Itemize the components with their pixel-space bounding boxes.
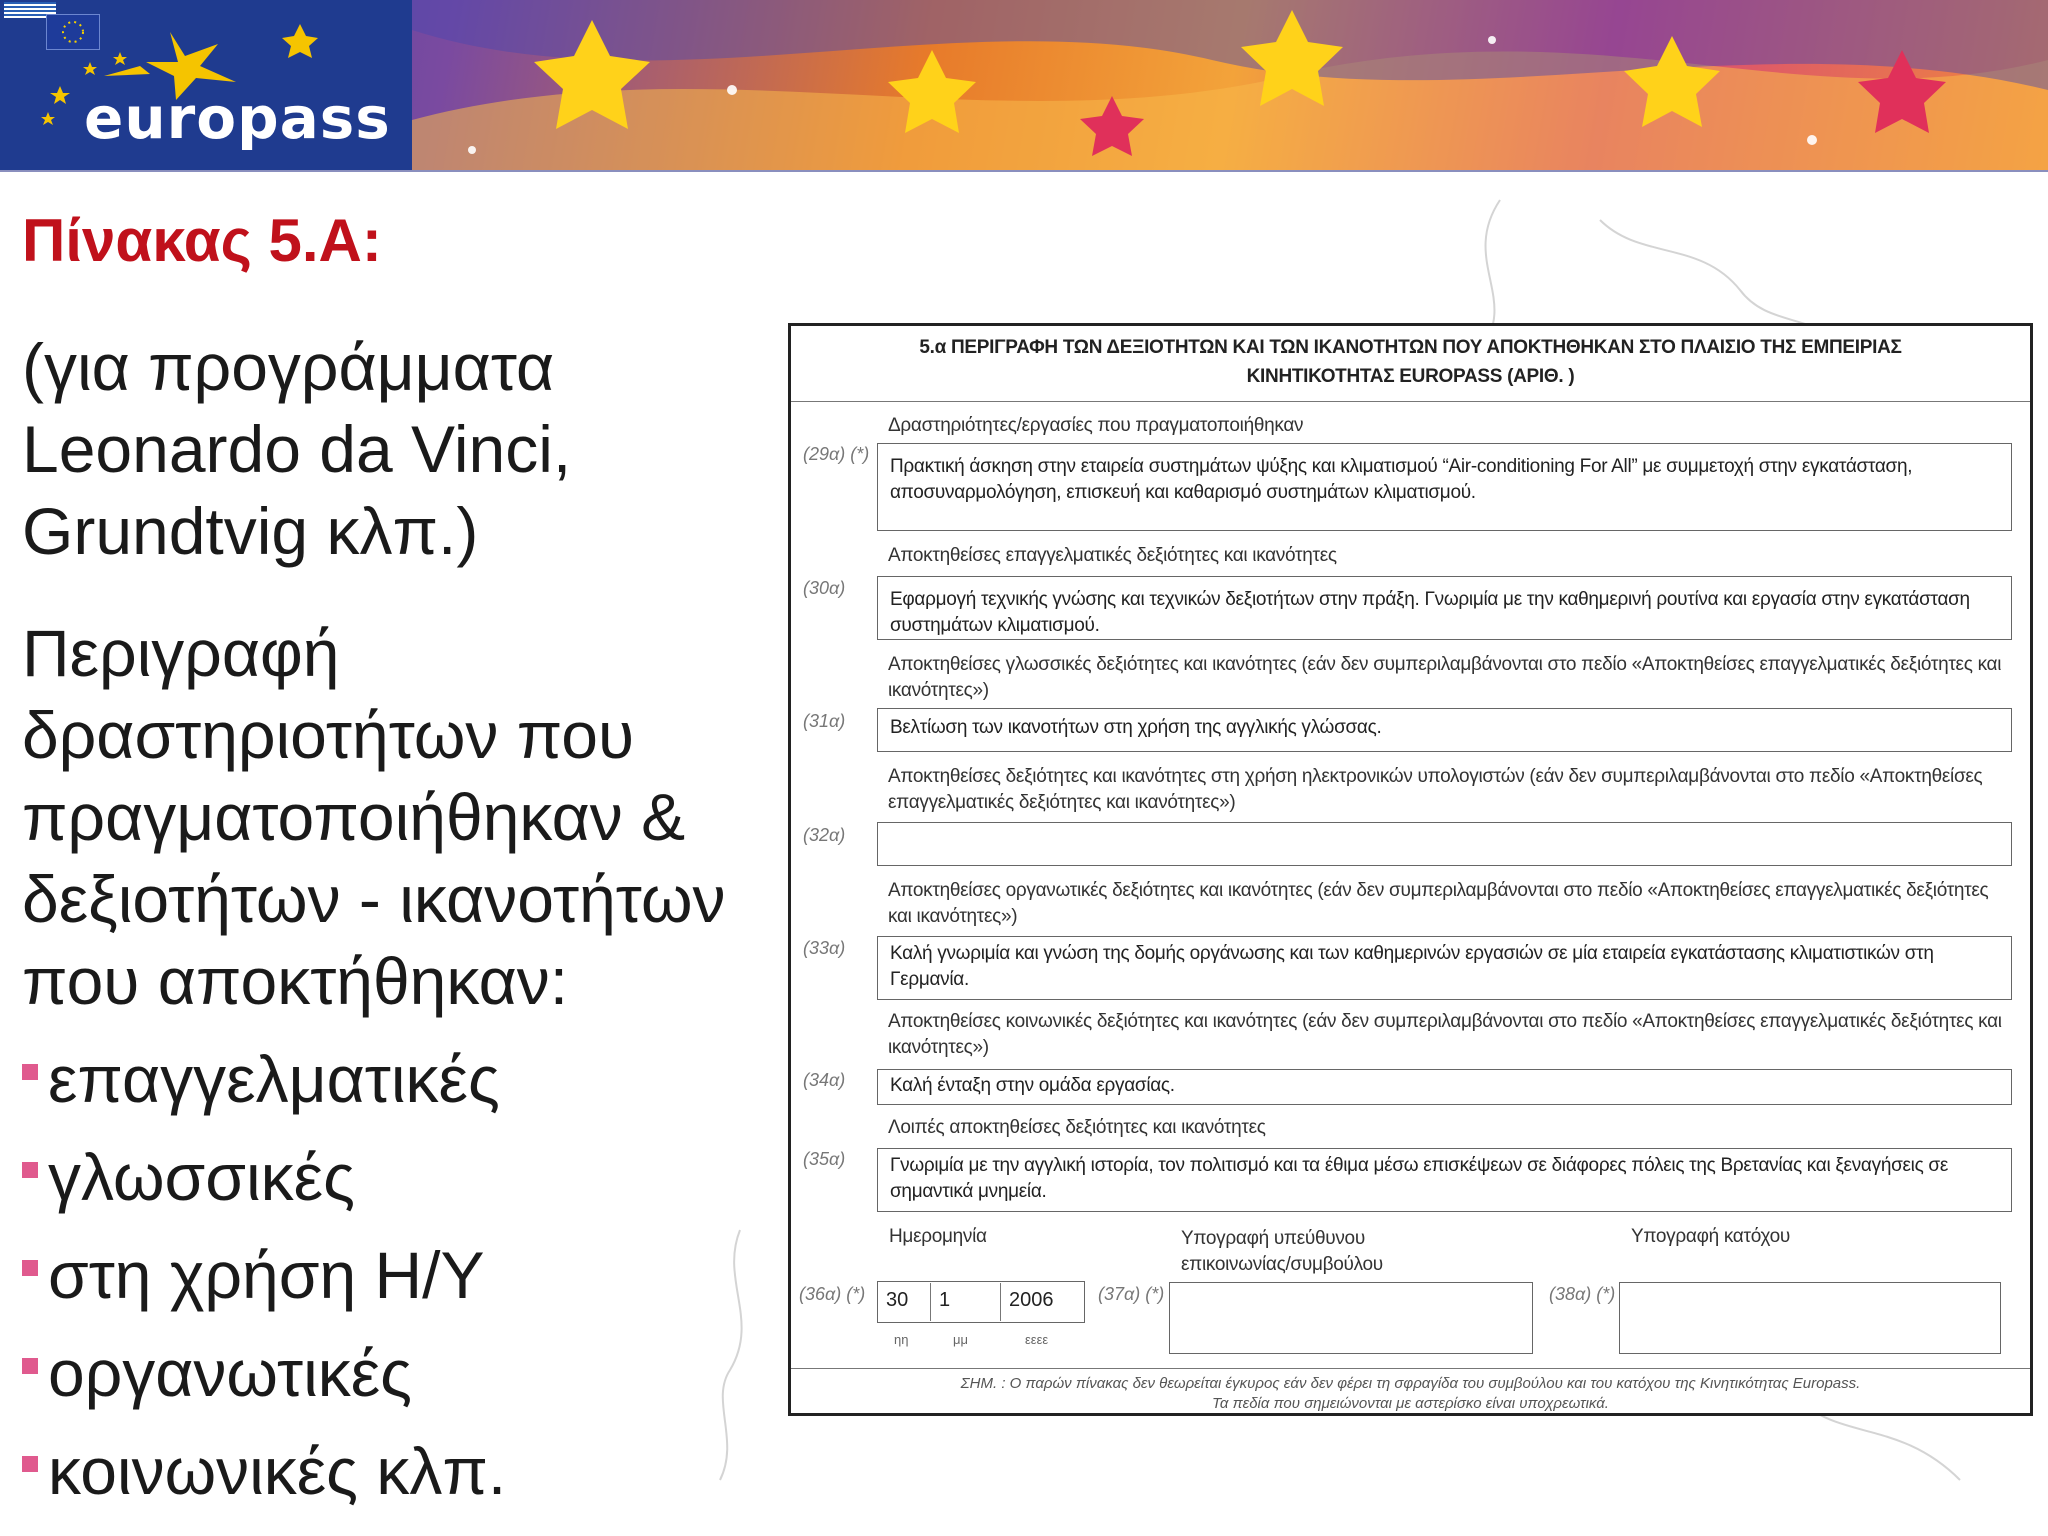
date-day-input[interactable]: 30 — [886, 1289, 909, 1311]
square-bullet-icon — [22, 1358, 38, 1374]
banner-divider — [0, 170, 2048, 172]
field-37-number: (37α) (*) — [1098, 1284, 1165, 1304]
banner-illustration — [412, 0, 2048, 172]
field-34-number: (34α) — [803, 1070, 846, 1090]
skill-label: στη χρήση Η/Υ — [48, 1238, 485, 1312]
other-skills-field[interactable]: Γνωριμία με την αγγλική ιστορία, τον πολιτισμό και τα έθιμα μέσω επισκέψεων σε διάφορες πόλεις της Βρετανίας και ξεναγήσεις σε σημαντικά μνημεία. — [877, 1148, 2012, 1212]
month-unit-label: μμ — [953, 1332, 968, 1347]
field-34-label: Αποκτηθείσες κοινωνικές δεξιότητες και ικανότητες (εάν δεν συμπεριλαμβάνονται στο πεδίο «Αποκτηθείσες επαγγελματικές δεξιότητες και ικανότητες») — [888, 1011, 2002, 1058]
field-36-number: (36α) (*) — [799, 1284, 866, 1304]
field-38-number: (38α) (*) — [1549, 1284, 1616, 1304]
field-31-number: (31α) — [803, 711, 846, 731]
square-bullet-icon — [22, 1064, 38, 1080]
day-unit-label: ηη — [894, 1332, 909, 1347]
slide-subtitle: (για προγράμματα Leonardo da Vinci, Grundtvig κλπ.) — [22, 330, 572, 568]
skill-item — [22, 1332, 506, 1430]
field-31-label: Αποκτηθείσες γλωσσικές δεξιότητες και ικανότητες (εάν δεν συμπεριλαμβάνονται στο πεδίο «Αποκτηθείσες επαγγελματικές δεξιότητες και ικανότητες») — [888, 654, 2002, 701]
holder-signature-field[interactable] — [1619, 1282, 2001, 1354]
skill-label: οργανωτικές — [48, 1336, 412, 1410]
form-footer-note — [791, 1368, 2030, 1414]
square-bullet-icon — [22, 1162, 38, 1178]
skill-label: γλωσσικές — [48, 1140, 355, 1214]
europass-logo — [0, 0, 412, 172]
field-32-number: (32α) — [803, 825, 846, 845]
social-skills-field[interactable]: Καλή ένταξη στην ομάδα εργασίας. — [877, 1069, 2012, 1105]
field-30-label: Αποκτηθείσες επαγγελματικές δεξιότητες και ικανότητες — [888, 545, 1337, 566]
field-35-label: Λοιπές αποκτηθείσες δεξιότητες και ικανότητες — [888, 1117, 1266, 1138]
field-33-number: (33α) — [803, 938, 846, 958]
skill-item — [22, 1234, 506, 1332]
slide-title: Πίνακας 5.Α: — [22, 207, 382, 274]
year-unit-label: εεεε — [1025, 1332, 1049, 1347]
field-29-number: (29α) (*) — [803, 444, 870, 464]
skill-item — [22, 1430, 506, 1528]
sig-holder-label: Υπογραφή κατόχου — [1631, 1226, 1790, 1247]
mentor-signature-field[interactable] — [1169, 1282, 1533, 1354]
europass-banner — [0, 0, 2048, 172]
square-bullet-icon — [22, 1260, 38, 1276]
slide-description: Περιγραφή δραστηριοτήτων που πραγματοποιήθηκαν & δεξιοτήτων - ικανοτήτων που αποκτήθηκαν: — [22, 616, 726, 1018]
form-header — [791, 326, 2030, 402]
field-29-label: Δραστηριότητες/εργασίες που πραγματοποιήθηκαν — [888, 415, 1304, 436]
skill-label: επαγγελματικές — [48, 1042, 500, 1116]
activities-field[interactable]: Πρακτική άσκηση στην εταιρεία συστημάτων ψύξης και κλιματισμού “Air-conditioning For All” με συμμετοχή στην εγκατάσταση, αποσυναρμολόγηση, επισκευή και καθαρισμό συστημάτων κλιματισμού. — [877, 443, 2012, 531]
form-header-line2: ΚΙΝΗΤΙΚΟΤΗΤΑΣ EUROPASS (ΑΡΙΘ. ) — [1246, 366, 1575, 387]
organizational-skills-field[interactable]: Καλή γνωριμία και γνώση της δομής οργάνωσης και των καθημερινών εργασιών σε μία εταιρεία εγκατάστασης κλιματιστικών στη Γερμανία. — [877, 936, 2012, 1000]
field-30-number: (30α) — [803, 578, 846, 598]
skill-label: κοινωνικές κλπ. — [48, 1434, 507, 1508]
skill-item — [22, 1038, 506, 1136]
sig-mentor-label: Υπογραφή υπεύθυνου επικοινωνίας/συμβούλου — [1181, 1228, 1383, 1275]
field-35-number: (35α) — [803, 1149, 846, 1169]
footer-note-line1: ΣΗΜ. : Ο παρών πίνακας δεν θεωρείται έγκυρος εάν δεν φέρει τη σφραγίδα του συμβούλου και του κατόχου της Κινητικότητας Europass. — [960, 1375, 1861, 1392]
date-year-input[interactable]: 2006 — [1000, 1283, 1084, 1321]
skill-item — [22, 1136, 506, 1234]
date-label: Ημερομηνία — [889, 1226, 987, 1247]
field-32-label: Αποκτηθείσες δεξιότητες και ικανότητες στη χρήση ηλεκτρονικών υπολογιστών (εάν δεν συμπεριλαμβάνονται στο πεδίο «Αποκτηθείσες επαγγελματικές δεξιότητες και ικανότητες») — [888, 766, 1983, 813]
square-bullet-icon — [22, 1456, 38, 1472]
date-month-input[interactable]: 1 — [930, 1283, 1000, 1321]
form-header-line1: 5.α ΠΕΡΙΓΡΑΦΗ ΤΩΝ ΔΕΞΙΟΤΗΤΩΝ ΚΑΙ ΤΩΝ ΙΚΑΝΟΤΗΤΩΝ ΠΟΥ ΑΠΟΚΤΗΘΗΚΑΝ ΣΤΟ ΠΛΑΙΣΙΟ ΤΗΣ ΕΜΠΕΙΡΙΑΣ — [919, 337, 1902, 358]
footer-note-line2: Τα πεδία που σημειώνονται με αστερίσκο είναι υποχρεωτικά. — [1212, 1395, 1609, 1412]
computer-skills-field[interactable] — [877, 822, 2012, 866]
skills-list — [22, 1038, 506, 1528]
professional-skills-field[interactable]: Εφαρμογή τεχνικής γνώσης και τεχνικών δεξιοτήτων στην πράξη. Γνωριμία με την καθημερινή ρουτίνα και εργασία στην εγκατάσταση συστημάτων κλιματισμού. — [877, 576, 2012, 640]
europass-form-5a — [788, 323, 2033, 1416]
logo-text: europass — [84, 84, 391, 152]
language-skills-field[interactable]: Βελτίωση των ικανοτήτων στη χρήση της αγγλικής γλώσσας. — [877, 708, 2012, 752]
field-33-label: Αποκτηθείσες οργανωτικές δεξιότητες και ικανότητες (εάν δεν συμπεριλαμβάνονται στο πεδίο «Αποκτηθείσες επαγγελματικές δεξιότητες και ικανότητες») — [888, 880, 1989, 927]
